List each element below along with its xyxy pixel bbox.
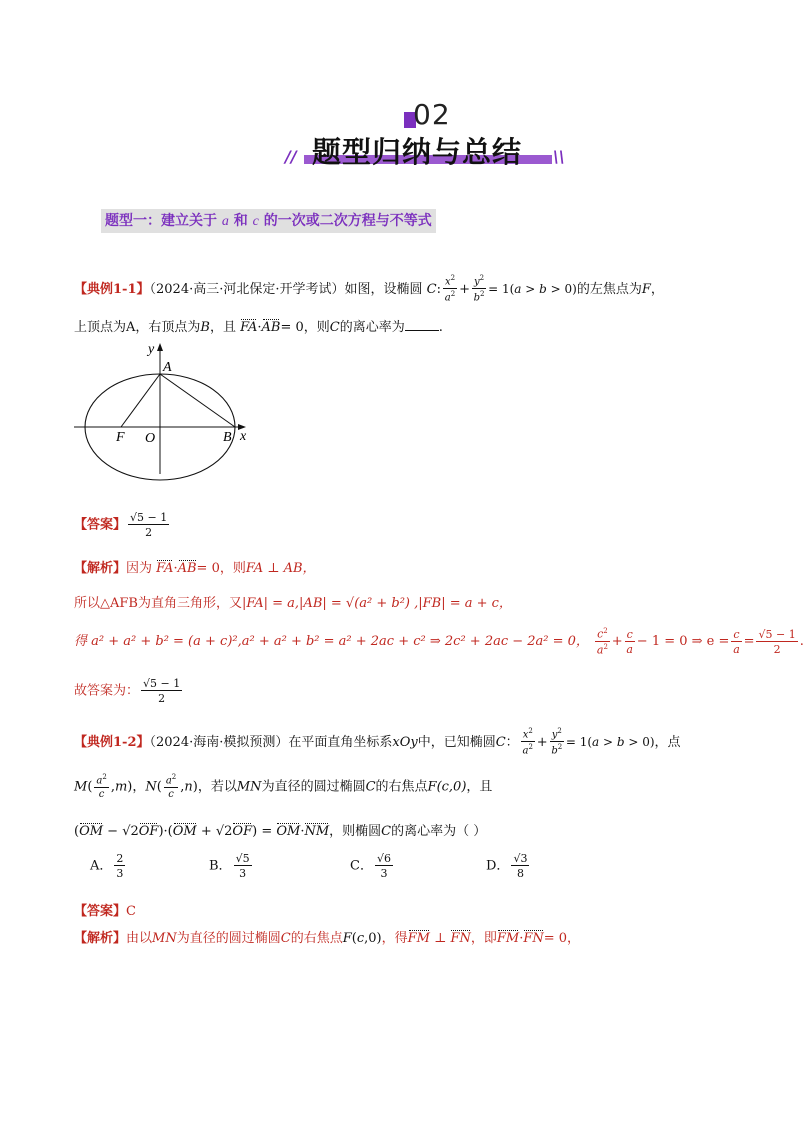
ex1-tail1: 的左焦点为 xyxy=(576,281,642,297)
choice-B-num: √5 xyxy=(235,852,250,865)
ex1-analysis-l3-a: 得 a² + a² + b² = (a + c)²,a² + a² + b² = a² + 2ac + c² ⇒ 2c² + 2ac − 2a² = 0， xyxy=(74,634,589,650)
ex1-conclude: 故答案为： $\frac{√5 - 1}{2}$ xyxy=(74,677,181,705)
ex2-analysis-d: ，得 xyxy=(381,931,408,946)
ex1-analysis-l3-b: − 1 = 0 ⇒ e = xyxy=(636,634,730,650)
ex1-line2-zero: = 0，则 xyxy=(280,320,330,335)
choice-D-label: D． xyxy=(486,858,510,874)
ex1-line2: 上顶点为A，右顶点为B，且 FA·AB= 0，则C的离心率为 . xyxy=(74,320,443,335)
ex2-line2: M( $\frac{a^2}{c}$ ,m)，N( $\frac{a^2}{c}$ ,n)，若以MN为直径的圆过椭圆C的右焦点F(c,0)，且 xyxy=(74,773,493,801)
ex2-source: （2024·海南·模拟预测）在平面直角坐标系 xyxy=(149,734,393,750)
ex1-line2-prefix: 上顶点为A，右顶点为 xyxy=(74,320,201,335)
choice-C[interactable] xyxy=(350,853,395,879)
choice-A-label: A． xyxy=(90,858,113,874)
ex1-analysis-l1b: = 0，则 xyxy=(196,561,246,576)
ex1-analysis-l2-text: 所以△AFB为直角三角形，又 xyxy=(74,596,242,611)
segment-AB xyxy=(160,374,235,427)
header-title: 题型归纳与总结 xyxy=(312,135,523,169)
ex2-line2-mid: ，若以 xyxy=(197,779,237,795)
choice-A-den: 3 xyxy=(116,867,124,880)
ex1-analysis-l1: 【解析】因为 FA·AB= 0，则FA ⊥ AB， xyxy=(74,561,316,576)
choice-B-label: B． xyxy=(209,858,232,874)
ex2-source2: 中，已知椭圆 xyxy=(417,734,496,750)
ex2-analysis-b: 为直径的圆过椭圆 xyxy=(176,931,281,946)
ex1-analysis-l1: 因为 xyxy=(126,561,153,576)
ex1-C: C xyxy=(329,320,340,335)
ex1-focus: F xyxy=(641,281,651,297)
section-title-prefix: 题型一：建立关于 xyxy=(105,213,217,229)
choice-C-den: 3 xyxy=(380,867,388,880)
ex2-analysis-c: 的右焦点 xyxy=(290,931,343,946)
label-B: B xyxy=(223,430,232,445)
choice-A[interactable] xyxy=(90,853,127,879)
choice-C-num: √6 xyxy=(376,852,391,865)
ex2-answer xyxy=(74,900,136,919)
ex2-xOy: xOy xyxy=(392,734,418,750)
ex1-analysis-l2-math: |FA| = a,|AB| = √(a² + b²) ,|FB| = a + c， xyxy=(241,596,512,611)
label-y: y xyxy=(148,342,155,357)
ex2-answer: C xyxy=(126,904,136,919)
ex1-analysis-l1c: FA ⊥ AB， xyxy=(245,561,316,576)
section-var-c: c xyxy=(252,214,259,229)
ex1-answer-den: 2 xyxy=(145,526,153,539)
label-A: A xyxy=(163,360,172,375)
ex1-B: B xyxy=(200,320,210,335)
ex2-line2-mid3: 的右焦点 xyxy=(375,779,428,795)
ex2-line3: (OM − √2OF)·(OM + √2OF) = OM·NM，则椭圆C的离心率为（ ） xyxy=(74,824,487,839)
ex2-tail1: ，点 xyxy=(654,734,681,750)
ex1-line2-mid: ，且 xyxy=(209,320,236,335)
ex1-analysis-l3: 得 a² + a² + b² = (a + c)²,a² + a² + b² = a² + 2ac + c² ⇒ 2c² + 2ac − 2a² = 0， $\frac{c^2}{a^2}$ + $\frac{c}{a}$ − 1 = 0 ⇒ e = $\frac{c}{a}$ = $\frac{√5 - 1}{2}$ . xyxy=(74,627,804,657)
ex2-tag: 【典例1-2】 xyxy=(74,734,150,750)
segment-FA xyxy=(121,374,160,427)
ex2-analysis-tag: 【解析】 xyxy=(74,931,127,946)
choice-D-num: √3 xyxy=(513,852,528,865)
ex1-line1: 【典例1-1】（2024·高三·河北保定·开学考试）如图，设椭圆 C: $\frac{x^2}{a^2}$ + $\frac{y^2}{b^2}$ = 1(a > b > 0)的左焦点为F， xyxy=(74,274,664,304)
ex1-source: （2024·高三·河北保定·开学考试）如图，设椭圆 xyxy=(149,281,423,297)
y-axis-arrow xyxy=(157,343,163,351)
label-x: x xyxy=(240,429,247,444)
section-title-suffix: 的一次或二次方程与不等式 xyxy=(263,213,432,229)
section-var-a: a xyxy=(221,214,229,229)
section-title xyxy=(101,209,436,233)
label-F: F xyxy=(116,430,125,445)
ex1-analysis-l2 xyxy=(74,592,512,611)
ex1-answer-tag: 【答案】 xyxy=(74,517,127,533)
ex1-answer-blank xyxy=(405,319,439,331)
choice-D[interactable] xyxy=(486,853,531,879)
ex2-MN: MN xyxy=(236,779,262,795)
ex2-analysis-f: = 0， xyxy=(543,931,581,946)
ellipse-figure xyxy=(66,336,266,476)
ex2-Fc0: F(c,0) xyxy=(427,779,467,795)
choice-B[interactable] xyxy=(209,853,254,879)
label-O: O xyxy=(145,431,156,446)
ex1-analysis-tag: 【解析】 xyxy=(74,561,127,576)
header-number: 02 xyxy=(413,98,451,131)
ex1-answer xyxy=(74,512,171,538)
ex2-line3-suffix2: 的离心率为（ ） xyxy=(391,824,487,839)
ex2-line3-suffix: ，则椭圆 xyxy=(329,824,382,839)
choice-B-den: 3 xyxy=(239,867,247,880)
ex1-conclude-text: 故答案为： xyxy=(74,683,140,699)
ex2-analysis-a: 由以 xyxy=(126,931,153,946)
ex2-analysis: 【解析】由以MN为直径的圆过椭圆C的右焦点F(c,0)，得FM ⊥ FN，即FM·FN= 0， xyxy=(74,931,581,946)
ex1-line2-suffix: 的离心率为 xyxy=(339,320,405,335)
ex1-tag: 【典例1-1】 xyxy=(74,281,150,297)
ex2-line1: 【典例1-2】（2024·海南·模拟预测）在平面直角坐标系xOy中，已知椭圆C： $\frac{x^2}{a^2}$ + $\frac{y^2}{b^2}$ = 1(a > b > 0)，点 xyxy=(74,727,681,757)
ex2-line2-mid2: 为直径的圆过椭圆 xyxy=(261,779,366,795)
choice-D-den: 8 xyxy=(516,867,524,880)
choice-C-label: C． xyxy=(350,858,373,874)
ex2-analysis-e: ，即 xyxy=(470,931,497,946)
ex2-line2-suffix: ，且 xyxy=(466,779,493,795)
section-mid: 和 xyxy=(233,213,248,229)
ex1-answer-num: √5 − 1 xyxy=(130,511,168,524)
header-slashes-right: \\ xyxy=(553,147,565,166)
header-slashes-left: // xyxy=(285,147,297,166)
ex2-answer-tag: 【答案】 xyxy=(74,904,127,919)
choice-A-num: 2 xyxy=(116,852,124,865)
